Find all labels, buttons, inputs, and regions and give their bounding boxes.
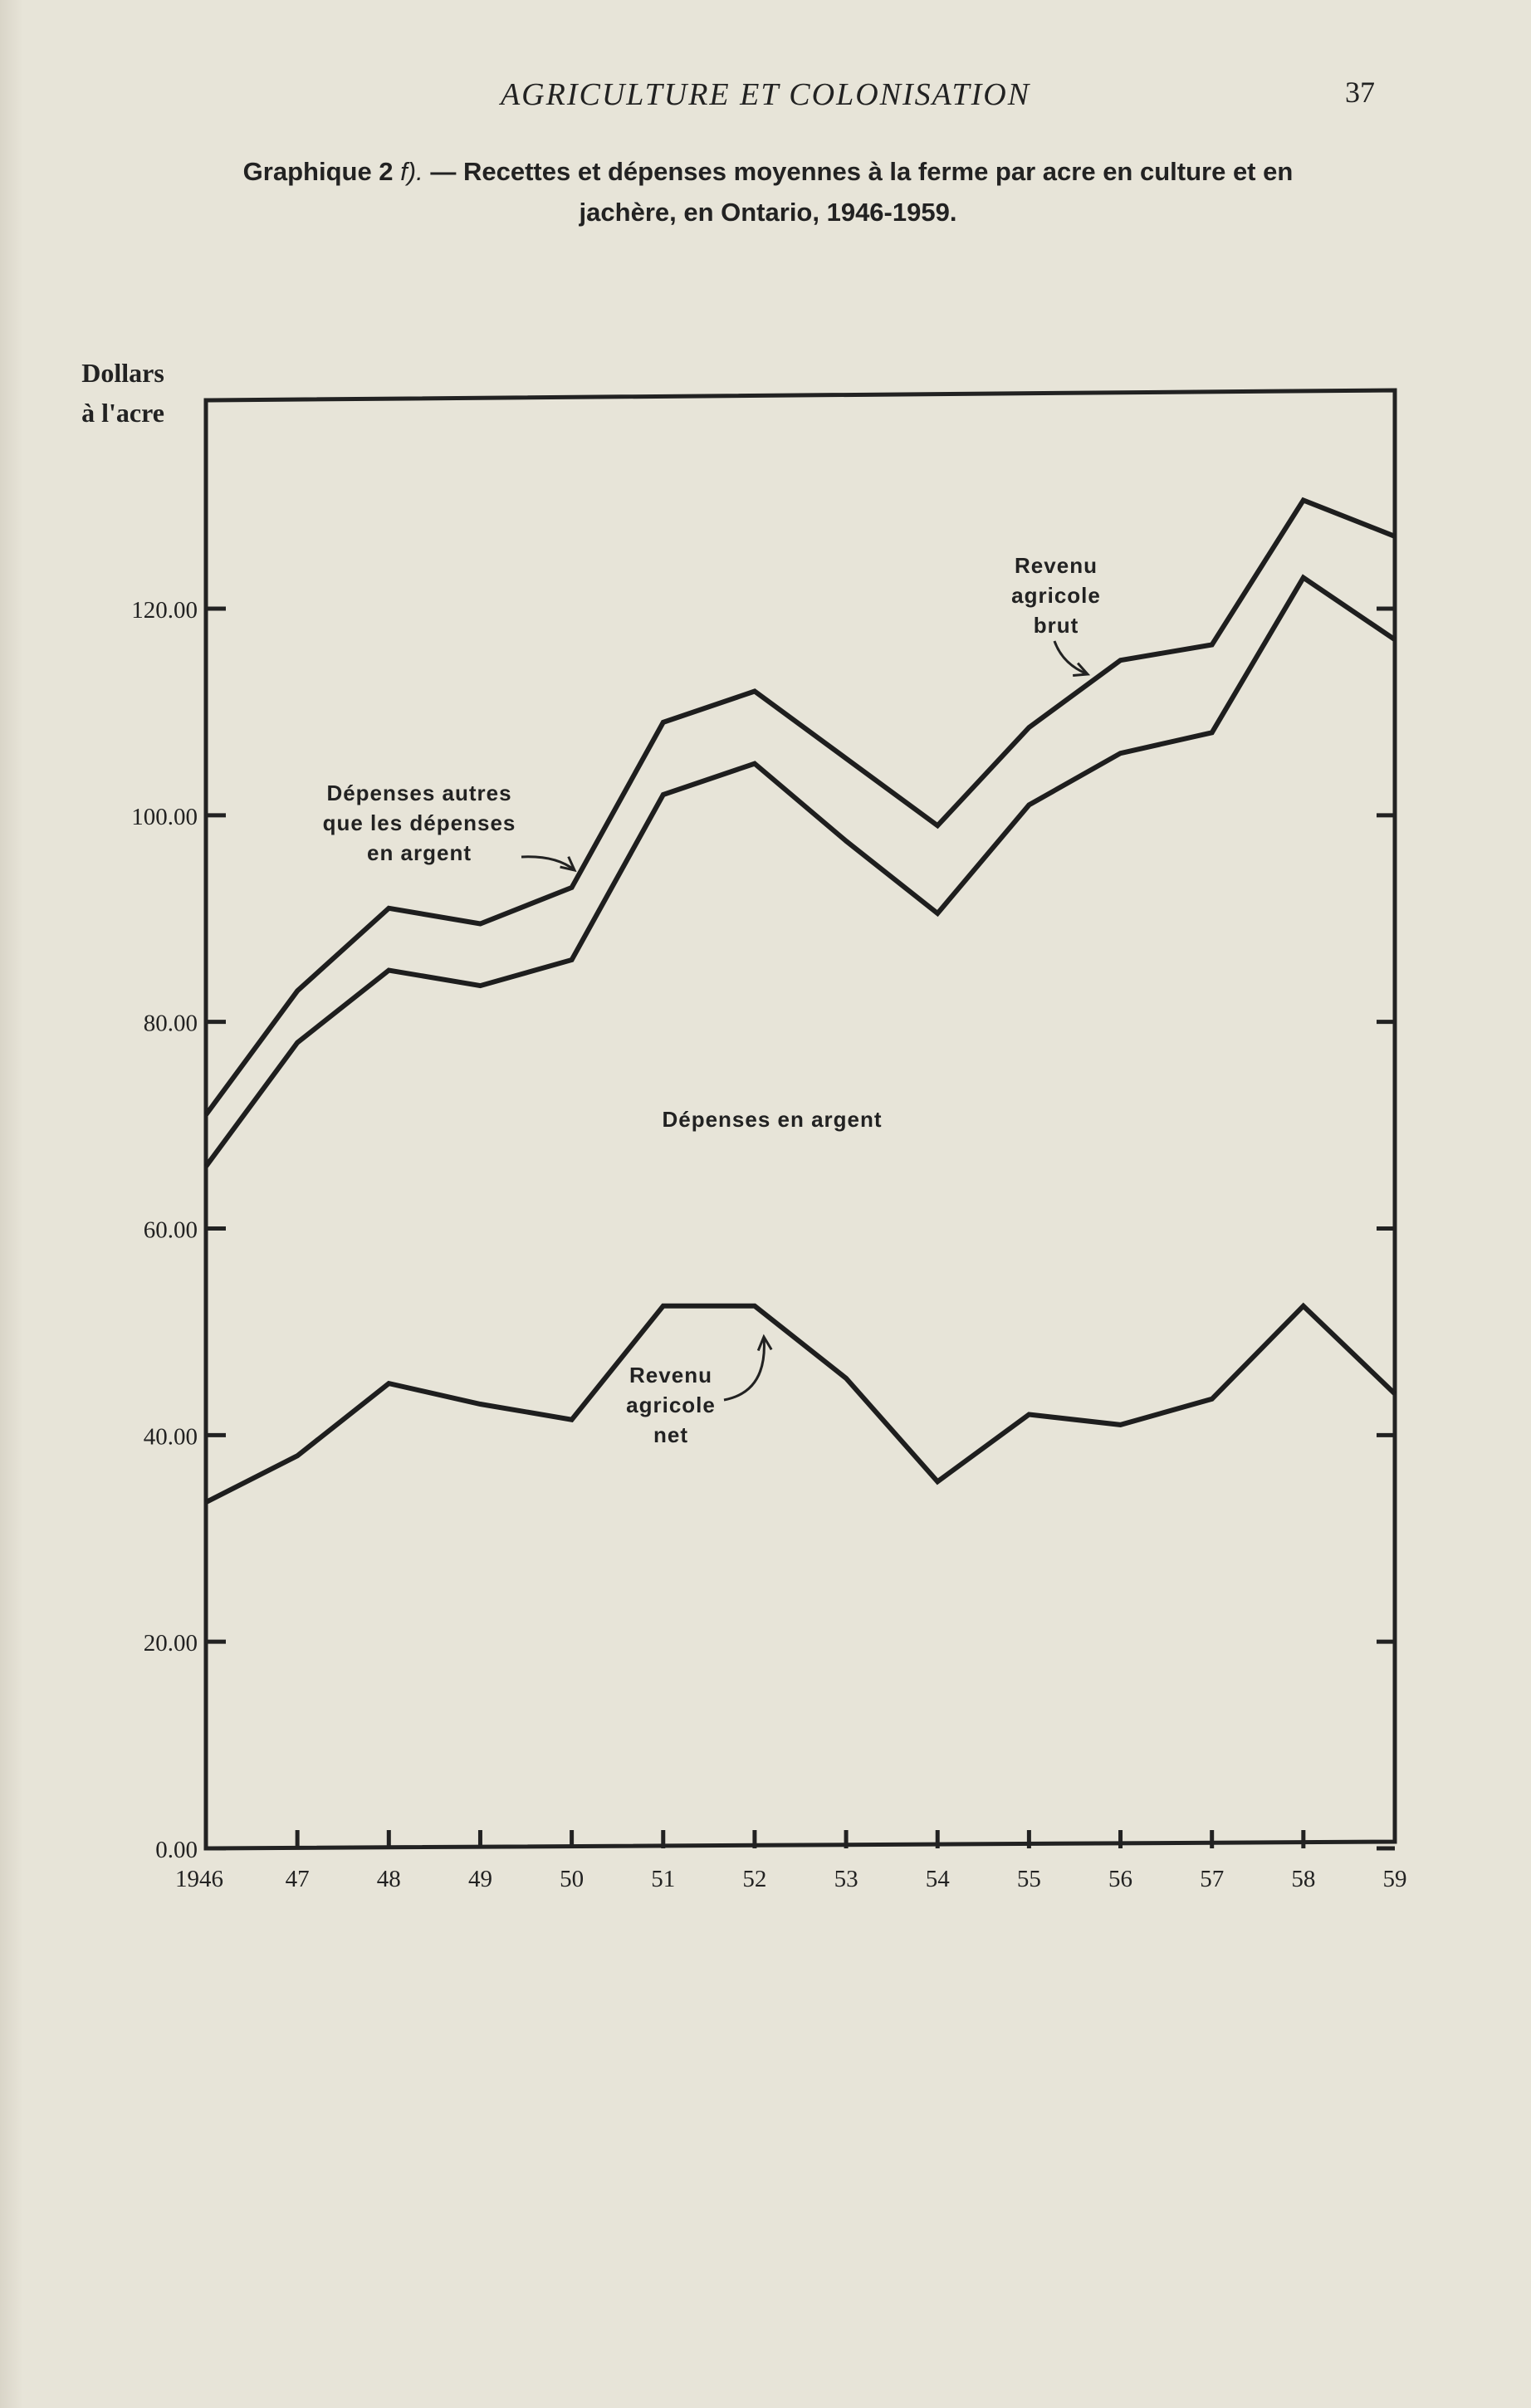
figure-number: Graphique 2 (242, 157, 394, 186)
annotation-1-line-1: que les dépenses (322, 810, 516, 835)
chart-frame (81, 358, 1395, 1848)
figure-letter: f). (400, 157, 423, 186)
axis-ticks (131, 597, 1406, 1892)
x-tick-label-12: 58 (1291, 1866, 1316, 1892)
series-line-0 (206, 500, 1395, 1114)
annotation-arrowhead-0 (1073, 663, 1088, 676)
x-tick-label-4: 50 (560, 1866, 585, 1892)
x-tick-label-8: 54 (925, 1866, 950, 1892)
x-tick-label-9: 55 (1016, 1866, 1041, 1892)
series-lines (206, 500, 1395, 1502)
y-axis-label-line-2: à l'acre (81, 398, 164, 428)
annotation-3-line-0: Revenu (629, 1363, 712, 1388)
annotation-2-line-0: Dépenses en argent (662, 1107, 883, 1132)
x-tick-label-6: 52 (742, 1866, 767, 1892)
annotation-0-line-2: brut (1033, 613, 1079, 638)
annotation-3-line-1: agricole (626, 1392, 716, 1417)
x-tick-label-13: 59 (1382, 1866, 1407, 1892)
x-tick-label-0: 1946 (175, 1866, 223, 1892)
annotation-3-line-2: net (653, 1422, 688, 1447)
y-tick-label-5: 100.00 (131, 803, 198, 830)
annotation-0-line-1: agricole (1011, 583, 1101, 608)
y-tick-label-6: 120.00 (131, 597, 198, 624)
x-tick-label-11: 57 (1200, 1866, 1225, 1892)
y-tick-label-3: 60.00 (143, 1216, 198, 1244)
annotation-0-line-0: Revenu (1015, 553, 1098, 578)
x-tick-label-1: 47 (285, 1866, 310, 1892)
y-tick-label-1: 20.00 (143, 1630, 198, 1657)
series-line-1 (206, 578, 1395, 1167)
y-tick-label-2: 40.00 (143, 1423, 198, 1451)
figure-caption-text: — Recettes et dépenses moyennes à la ferme par acre en culture et en jachère, en Ontario, 1946-1959. (430, 157, 1294, 227)
annotation-1-line-2: en argent (366, 840, 472, 865)
x-tick-label-3: 49 (467, 1866, 492, 1892)
x-tick-label-2: 48 (376, 1866, 401, 1892)
page-number: 37 (1345, 76, 1375, 109)
y-axis-label-line-1: Dollars (81, 358, 164, 388)
annotation-1-line-0: Dépenses autres (326, 781, 512, 805)
y-tick-label-0: 0.00 (155, 1837, 198, 1863)
series-line-2 (206, 1306, 1395, 1502)
running-title: AGRICULTURE ET COLONISATION (500, 77, 1031, 112)
annotations (323, 553, 1101, 1447)
x-tick-label-7: 53 (834, 1866, 858, 1892)
annotation-arrow-3 (724, 1337, 764, 1400)
x-tick-label-5: 51 (651, 1866, 676, 1892)
y-tick-label-4: 80.00 (143, 1010, 198, 1037)
x-tick-label-10: 56 (1108, 1866, 1133, 1892)
